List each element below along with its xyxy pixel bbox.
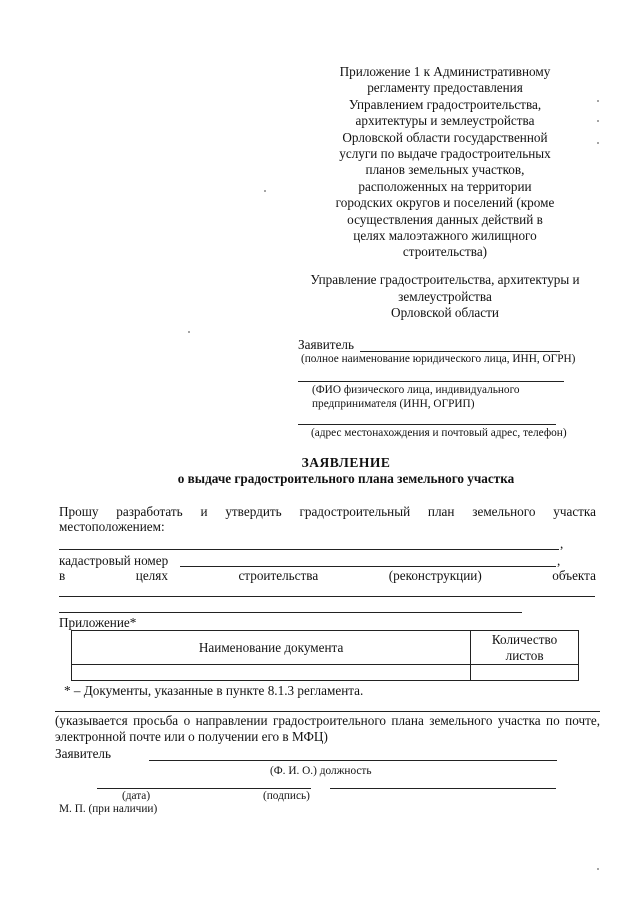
request-line — [59, 504, 596, 520]
applicant-person-hint-2: предпринимателя (ИНН, ОГРИП) — [312, 398, 475, 410]
appendix-line: строительства) — [402, 244, 488, 260]
purpose-line — [59, 568, 596, 584]
scan-speck — [597, 100, 599, 102]
scan-speck — [597, 142, 599, 144]
purpose-word: объекта — [552, 568, 596, 583]
document-subtitle: о выдаче градостроительного плана земельного участка — [177, 471, 515, 486]
applicant-person-line[interactable] — [298, 381, 564, 382]
fio-hint: (Ф. И. О.) должность — [270, 765, 372, 777]
signature-applicant-label: Заявитель — [55, 746, 112, 761]
delivery-note: (указывается просьба о направлении градостроительного плана земельного участка по почте, электронной почте или о получении его в МФЦ) — [55, 713, 600, 744]
appendix-line: услуги по выдаче градостроительных — [339, 146, 551, 162]
purpose-word: строительства — [238, 568, 319, 583]
purpose-word: в — [59, 568, 66, 583]
sign-hint: (подпись) — [263, 790, 310, 802]
column-header-qty — [471, 631, 579, 665]
cadastral-number-line[interactable] — [180, 566, 556, 567]
date-hint: (дата) — [122, 790, 151, 802]
stamp-hint: М. П. (при наличии) — [59, 803, 158, 815]
appendix-line: расположенных на территории — [358, 178, 532, 194]
table-row — [72, 665, 579, 681]
column-header-name: Наименование документа — [72, 631, 471, 665]
purpose-word: (реконструкции) — [388, 568, 482, 583]
document-title: ЗАЯВЛЕНИЕ — [301, 455, 391, 470]
attachment-label: Приложение* — [59, 615, 137, 630]
signature-line[interactable] — [330, 788, 556, 789]
request-word: градостроительный — [299, 504, 411, 519]
recipient-line: Орловской области — [391, 305, 499, 320]
applicant-person-hint-1: (ФИО физического лица, индивидуального — [312, 384, 520, 396]
purpose-word: целях — [135, 568, 168, 583]
appendix-line: Приложение 1 к Административному — [339, 64, 551, 79]
appendix-header — [300, 64, 590, 261]
applicant-name-hint: (полное наименование юридического лица, ИНН, ОГРН) — [301, 353, 576, 365]
cadastral-label: кадастровый номер — [59, 553, 169, 568]
appendix-line: Орловской области государственной — [342, 129, 548, 145]
sheet-count-cell[interactable] — [471, 665, 579, 681]
recipient-line: землеустройства — [398, 288, 492, 304]
request-word: план — [427, 504, 455, 519]
location-label: местоположением: — [59, 519, 165, 534]
attachments-table — [71, 630, 579, 681]
cadastral-comma: , — [557, 553, 561, 568]
column-header-qty-line-2: листов — [505, 647, 544, 663]
appendix-line: городских округов и поселений (кроме — [335, 195, 555, 211]
signature-fio-line[interactable] — [149, 760, 557, 761]
delivery-line[interactable] — [55, 711, 600, 712]
recipient-line: Управление градостроительства, архитектуры и — [310, 272, 580, 287]
request-word: участка — [553, 504, 596, 519]
column-header-qty-line-1: Количество — [491, 631, 558, 647]
applicant-address-hint: (адрес местонахождения и почтовый адрес, телефон) — [311, 427, 567, 439]
request-word: разработать — [116, 504, 183, 519]
appendix-line: регламенту предоставления — [367, 80, 523, 96]
request-word: утвердить — [225, 504, 282, 519]
request-word: земельного — [472, 504, 536, 519]
scan-speck — [264, 190, 266, 192]
document-name-cell[interactable] — [72, 665, 471, 681]
scan-speck — [188, 331, 190, 333]
scan-speck — [597, 868, 599, 870]
appendix-line: осуществления данных действий в — [347, 211, 543, 227]
appendix-line: планов земельных участков, — [365, 162, 525, 178]
request-word: и — [200, 504, 208, 519]
scan-speck — [597, 120, 599, 122]
appendix-line: архитектуры и землеустройства — [355, 113, 535, 129]
location-line[interactable] — [59, 549, 559, 550]
appendix-line: целях малоэтажного жилищного — [353, 228, 537, 244]
appendix-line: Управлением градостроительства, — [348, 96, 542, 112]
location-comma: , — [560, 536, 564, 551]
applicant-address-line[interactable] — [298, 424, 556, 425]
applicant-label: Заявитель — [298, 337, 355, 352]
footnote: * – Документы, указанные в пункте 8.1.3 регламента. — [64, 683, 364, 698]
object-line-1[interactable] — [59, 596, 595, 597]
request-word: Прошу — [59, 504, 99, 519]
object-line-2[interactable] — [59, 612, 522, 613]
recipient-block — [290, 272, 600, 322]
attachments-header-row — [72, 631, 579, 665]
